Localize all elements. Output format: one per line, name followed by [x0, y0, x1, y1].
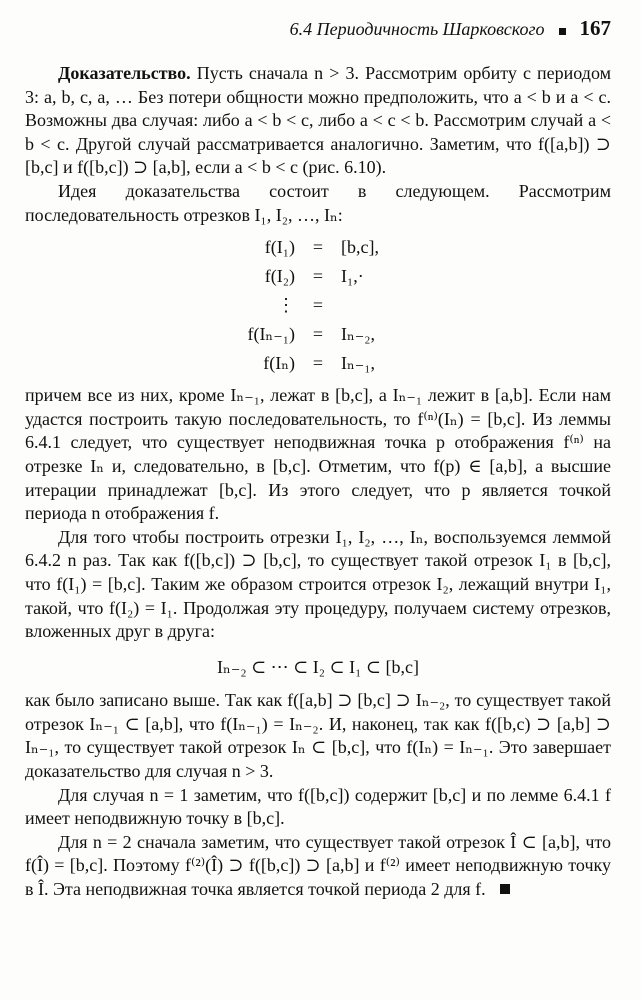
- paragraph-text: Пусть сначала n > 3. Рассмотрим орбиту с периодом 3: a, b, c, a, … Без потери общности можно предположить, что a < b и a < c. Возможны два случая: либо a < b < c, либо a < c < b. Рассмотрим случай a < b < c. Другой случай рассматривается аналогично. Заметим, что f([a,b]) ⊃ [b,c] и f([b,c]) ⊃ [a,b], если a < b < c (рис. 6.10).: [25, 63, 611, 178]
- paragraph-conclusion: как было записано выше. Так как f([a,b] ⊃ [b,c] ⊃ Iₙ₋₂, то существует такой отрезок Iₙ₋₁ ⊂ [a,b], что f(Iₙ₋₁) = Iₙ₋₂. И, наконец, так как f([b,c) ⊃ [a,b] ⊃ Iₙ₋₁, то существует такой отрезок Iₙ ⊂ [b,c], что f(Iₙ) = Iₙ₋₁. Это завершает доказательство для случая n > 3.: [25, 690, 611, 782]
- equation-lhs: ⋮: [277, 294, 295, 315]
- equation-system: [25, 233, 611, 378]
- equation-row: [25, 262, 611, 291]
- page-number: 167: [579, 16, 611, 40]
- equation-lhs: f(I₁): [264, 236, 295, 257]
- paragraph-case-n2: [25, 831, 611, 902]
- page-header: [25, 16, 611, 50]
- paragraph-proof-start: [25, 62, 611, 180]
- equation-row: [25, 349, 611, 378]
- equation-lhs: f(Iₙ): [263, 352, 295, 373]
- nested-intervals-formula: Iₙ₋₂ ⊂ ⋯ ⊂ I₂ ⊂ I₁ ⊂ [b,c]: [217, 656, 419, 677]
- paragraph-case-n1: Для случая n = 1 заметим, что f([b,c]) содержит [b,c] и по лемме 6.4.1 f имеет неподвижную точку в [b,c].: [25, 784, 611, 829]
- paragraph-text: Для n = 2 сначала заметим, что существует такой отрезок Î ⊂ [a,b], что f(Î) = [b,c]. Поэтому f⁽²⁾(Î) ⊃ f([b,c]) ⊃ [a,b] и f⁽²⁾ имеет неподвижную точку в Î. Эта неподвижная точка является точкой периода 2 для f.: [25, 831, 611, 900]
- equation-relation: =: [312, 352, 324, 373]
- equation-row: [25, 291, 611, 320]
- equation-relation: =: [312, 323, 324, 344]
- equation-rhs: [b,c],: [341, 236, 379, 257]
- equation-lhs: f(Iₙ₋₁): [247, 323, 295, 344]
- qed-square-icon: [500, 884, 510, 894]
- paragraph-construction: Для того чтобы построить отрезки I₁, I₂, …, Iₙ, воспользуемся леммой 6.4.2 n раз. Так как f([b,c]) ⊃ [b,c], то существует такой отрезок I₁ в [b,c], что f(I₁) = [b,c]. Таким же образом строится отрезок I₂, лежащий внутри I₁, такой, что f(I₂) = I₁. Продолжая эту процедуру, получаем систему отрезков, вложенных друг в друга:: [25, 526, 611, 642]
- running-head: 6.4 Периодичность Шарковского: [289, 19, 545, 39]
- equation-row: [25, 233, 611, 262]
- paragraph-idea: Идея доказательства состоит в следующем. Рассмотрим последовательность отрезков I₁, I₂, …, Iₙ:: [25, 180, 611, 225]
- equation-row: [25, 320, 611, 349]
- equation-rhs: Iₙ₋₂,: [341, 323, 376, 344]
- page-body: [25, 62, 611, 902]
- square-bullet-icon: [559, 28, 566, 35]
- equation-relation: =: [312, 294, 324, 315]
- equation-relation: =: [312, 236, 324, 257]
- equation-rhs: Iₙ₋₁,: [341, 352, 376, 373]
- paragraph-consequence: причем все из них, кроме Iₙ₋₁, лежат в [b,c], а Iₙ₋₁ лежит в [a,b]. Если нам удастся построить такую последовательность, то f⁽ⁿ⁾(Iₙ) = [b,c]. Из леммы 6.4.1 следует, что существует неподвижная точка p отображения f⁽ⁿ⁾ на отрезке Iₙ и, следовательно, в [b,c]. Отметим, что f(p) ∈ [a,b], а высшие итерации принадлежат [b,c]. Из этого следует, что p является точкой периода n отображения f.: [25, 385, 611, 524]
- proof-label: Доказательство.: [58, 63, 191, 83]
- equation-relation: =: [312, 265, 324, 286]
- equation-rhs: I₁,·: [341, 265, 364, 286]
- equation-lhs: f(I₂): [264, 265, 295, 286]
